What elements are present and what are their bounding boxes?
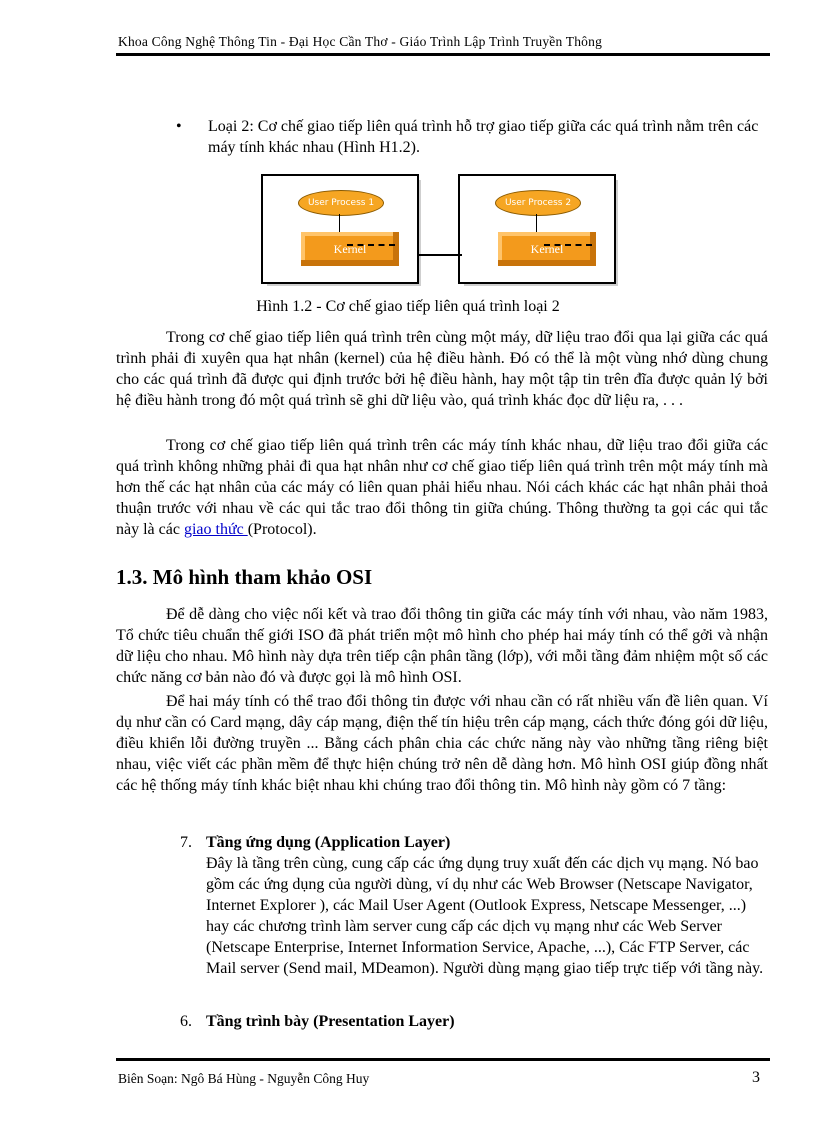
kernel-block-right: Kernel bbox=[498, 232, 596, 266]
paragraph-multi-machine bbox=[116, 435, 768, 540]
list-body bbox=[206, 832, 770, 979]
paragraph-single-machine: Trong cơ chế giao tiếp liên quá trình trên cùng một máy, dữ liệu trao đổi qua lại giữa các quá trình phải đi xuyên qua hạt nhân (kernel) của hệ điều hành. Đó có thể là một vùng nhớ dùng chung cho các quá trình đã được qui định trước bởi hệ điều hành, hay một tập tin trên đĩa được quản lý bởi hệ điều hành trong đó một quá trình sẽ ghi dữ liệu vào, quá trình khác đọc dữ liệu ra, . . . bbox=[116, 329, 768, 409]
dashed-channel bbox=[347, 244, 395, 246]
list-item-application-layer bbox=[180, 832, 770, 979]
dashed-channel bbox=[544, 244, 592, 246]
list-item-presentation-layer bbox=[180, 1011, 770, 1032]
footer-rule bbox=[116, 1058, 770, 1061]
header-rule bbox=[116, 53, 770, 56]
kernel-block-left: Kernel bbox=[301, 232, 399, 266]
list-title: Tầng trình bày (Presentation Layer) bbox=[206, 1013, 455, 1030]
footer-author: Biên Soạn: Ngô Bá Hùng - Nguyễn Công Huy bbox=[118, 1071, 370, 1086]
list-body bbox=[206, 1011, 770, 1032]
paragraph-osi-intro: Để dễ dàng cho việc nối kết và trao đổi thông tin giữa các máy tính với nhau, vào năm 1983, Tổ chức tiêu chuẩn thế giới ISO đã phát triển một mô hình cho phép hai máy tính có thể gởi và nhận dữ liệu cho nhau. Mô hình này dựa trên tiếp cận phân tầng (lớp), với mỗi tầng đảm nhiệm một số các chức năng cơ bản nào đó và được gọi là mô hình OSI. bbox=[116, 606, 768, 686]
page-number: 3 bbox=[752, 1069, 760, 1086]
section-heading: 1.3. Mô hình tham khảo OSI bbox=[116, 565, 373, 589]
left-machine-box bbox=[261, 174, 419, 284]
list-number: 7. bbox=[180, 834, 192, 851]
figure-caption: Hình 1.2 - Cơ chế giao tiếp liên quá trình loại 2 bbox=[256, 298, 560, 315]
paragraph-text-end: (Protocol). bbox=[247, 521, 317, 538]
paragraph-osi-layers: Để hai máy tính có thể trao đổi thông tin được với nhau cần có rất nhiều vấn đề liên quan. Ví dụ như cần có Card mạng, dây cáp mạng, điện thế tín hiệu trên cáp mạng, cách thức đóng gói dữ liệu, điều khiển lỗi đường truyền ... Bằng cách phân chia các chức năng này vào những tầng riêng biệt nhau, việc viết các phần mềm để thực hiện chúng trở nên dễ dàng hơn. Mô hình OSI giúp đồng nhất các hệ thống máy tính khác biệt nhau khi chúng trao đổi thông tin. Mô hình này gồm có 7 tầng: bbox=[116, 693, 768, 794]
figure-ipc-diagram bbox=[259, 174, 653, 286]
bullet-text: Loại 2: Cơ chế giao tiếp liên quá trình hỗ trợ giao tiếp giữa các quá trình nằm trên các máy tính khác nhau (Hình H1.2). bbox=[208, 118, 759, 156]
user-process-1: User Process 1 bbox=[298, 190, 384, 216]
right-machine-box bbox=[458, 174, 616, 284]
paragraph-text: Trong cơ chế giao tiếp liên quá trình trên các máy tính khác nhau, dữ liệu trao đổi giữa các quá trình không những phải đi qua hạt nhân như cơ chế giao tiếp liên quá trình trên một máy tính mà hơn thế các hạt nhân của các máy có liên quan phải hiểu nhau. Nói cách khác các hạt nhân phải thoả thuận trước với nhau về các qui tắc trao đổi thông tin giữa chúng. Thông thường ta gọi các qui tắc này là các bbox=[116, 437, 768, 538]
network-link-line bbox=[417, 254, 462, 256]
protocol-link[interactable]: giao thức bbox=[183, 521, 248, 538]
user-process-2: User Process 2 bbox=[495, 190, 581, 216]
running-header: Khoa Công Nghệ Thông Tin - Đại Học Cần Thơ - Giáo Trình Lập Trình Truyền Thông bbox=[118, 34, 603, 49]
bullet-item bbox=[176, 116, 766, 158]
bullet-dot: • bbox=[176, 118, 182, 135]
list-number: 6. bbox=[180, 1013, 192, 1030]
list-description: Đây là tầng trên cùng, cung cấp các ứng dụng truy xuất đến các dịch vụ mạng. Nó bao gồm các ứng dụng của người dùng, ví dụ như các Web Browser (Netscape Navigator, Internet Explorer ), các Mail User Agent (Outlook Express, Netscape Messenger, ...) hay các chương trình làm server cung cấp các dịch vụ mạng như các Web Server (Netscape Enterprise, Internet Information Service, Apache, ...), Các FTP Server, các Mail server (Send mail, MDeamon). Người dùng mạng giao tiếp trực tiếp với tầng này. bbox=[206, 855, 764, 977]
list-title: Tầng ứng dụng (Application Layer) bbox=[206, 834, 451, 851]
